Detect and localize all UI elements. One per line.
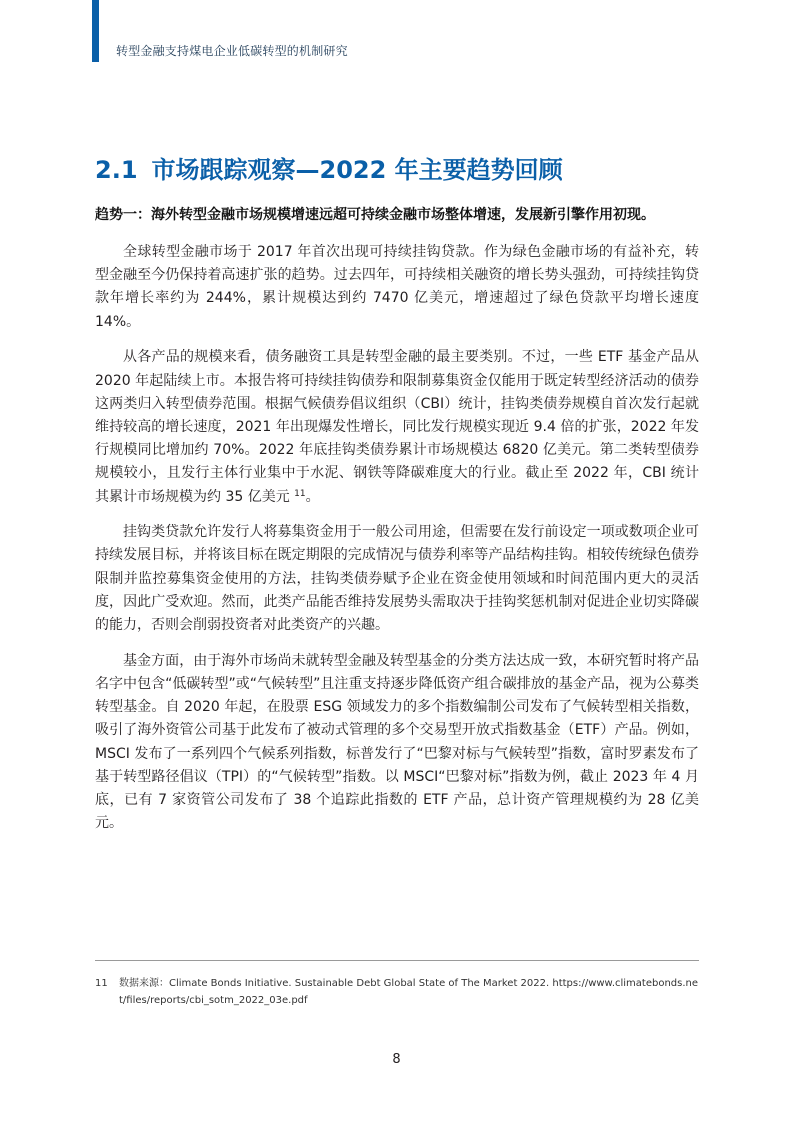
running-header: 转型金融支持煤电企业低碳转型的机制研究 [116,44,348,58]
section-number: 2.1 [95,156,138,184]
paragraph: 挂钩类贷款允许发行人将募集资金用于一般公司用途，但需要在发行前设定一项或数项企业可持续发展目标，并将该目标在既定期限的完成情况与债券利率等产品结构挂钩。相较传统绿色债券限制并监控募集资金使用的方法，挂钩类债券赋予企业在资金使用领域和时间范围内更大的灵活度，因此广受欢迎。然而，此类产品能否维持发展势头需取决于挂钩奖惩机制对促进企业切实降碳的能力，否则会削弱投资者对此类资产的兴趣。 [95,524,699,634]
page-number: 8 [392,1052,401,1067]
footnote-divider [95,960,699,961]
paragraph: 全球转型金融市场于 2017 年首次出现可持续挂钩贷款。作为绿色金融市场的有益补充，转型金融至今仍保持着高速扩张的趋势。过去四年，可持续相关融资的增长势头强劲，可持续挂钩贷款年增长率约为 244%，累计规模达到约 7470 亿美元，增速超过了绿色贷款平均增长速度 14%。 [95,244,699,330]
paragraph: 基金方面，由于海外市场尚未就转型金融及转型基金的分类方法达成一致，本研究暂时将产品名字中包含“低碳转型”或“气候转型”且注重支持逐步降低资产组合碳排放的基金产品，视为公募类转型基金。自 2020 年起，在股票 ESG 领域发力的多个指数编制公司发布了气候转型相关指数，吸引了海外资管公司基于此发布了被动式管理的多个交易型开放式指数基金（ETF）产品。例如，MSCI 发布了一系列四个气候系列指数，标普发行了“巴黎对标与气候转型”指数，富时罗素发布了基于转型路径倡议（TPI）的“气候转型”指数。以 MSCI“巴黎对标”指数为例，截止 2023 年 4 月底，已有 7 家资管公司发布了 38 个追踪此指数的 ETF 产品，总计资产管理规模约为 28 亿美元。 [95,652,699,832]
paragraph-text: 从各产品的规模来看，债务融资工具是转型金融的最主要类别。不过，一些 ETF 基金产品从 2020 年起陆续上市。本报告将可持续挂钩债券和限制募集资金仅能用于既定转型经济活动的债券这两类归入转型债券范围。根据气候债券倡议组织（CBI）统计，挂钩类债券规模自首次发行起就维持较高的增长速度，2021 年出现爆发性增长，同比发行规模实现近 9.4 倍的扩张，2022 年发行规模同比增加约 70%。2022 年底挂钩类债券累计市场规模达 6820 亿美元。第二类转型债券规模较小，且发行主体行业集中于水泥、钢铁等降碳难度大的行业。截止至 2022 年，CBI 统计其累计市场规模为约 35 亿美元 [95,349,699,505]
sentence-end: 。 [305,488,320,505]
section-heading [95,150,563,185]
header-accent-bar [92,0,99,62]
footnote-reference[interactable]: 11 [294,488,306,499]
footnote-number: 11 [95,978,108,989]
body-text [95,241,699,848]
section-title: 市场跟踪观察—2022 年主要趋势回顾 [151,156,563,184]
paragraph [95,346,699,508]
trend-heading: 趋势一：海外转型金融市场规模增速远超可持续金融市场整体增速，发展新引擎作用初现。 [95,207,655,223]
footnote-text: 数据来源：Climate Bonds Initiative. Sustainable Debt Global State of The Market 2022. https://www.climatebonds.net/files/reports/cbi_sotm_2022_03e.pdf [119,978,699,1006]
footnote [95,975,699,1009]
